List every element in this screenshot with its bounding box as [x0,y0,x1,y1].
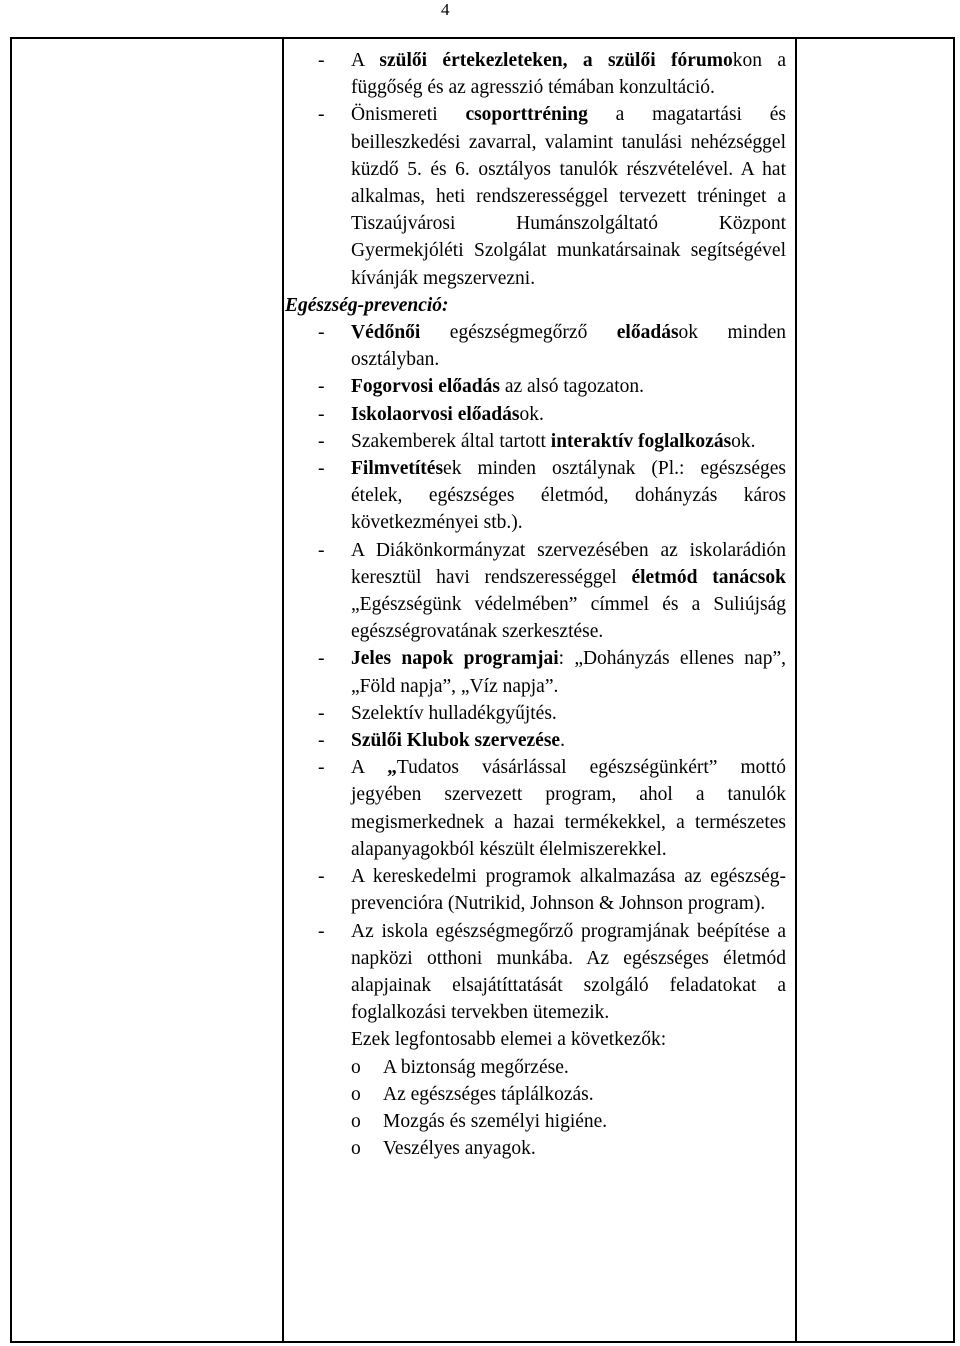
list-item-text [351,645,786,699]
list-item [318,319,786,373]
sub-list [318,1054,786,1163]
text-run: a magatartási és beilleszkedési zavarral, valamint tanulási nehézséggel küzdő 5. és 6. osztályos tanulók részvételével. A hat alkalmas, heti rendszerességgel tervezett tréninget a Tiszaújvárosi Humánszolgáltató Központ Gyermekjóléti Szolgálat munkatársainak segítségével kívánják megszervezni. [351,104,786,289]
text-run: „Egészségünk védelmében” címmel és a Suliújság egészségrovatának szerkesztése. [351,594,786,643]
list-item [318,727,786,754]
circle-bullet: o [351,1110,361,1132]
text-run: egészségmegőrző [420,322,617,344]
circle-bullet: o [351,1083,361,1105]
bold-text: Fogorvosi előadás [351,376,500,398]
text-run: ok. [731,430,756,452]
dash-bullet: - [318,322,325,344]
bold-text: életmód tanácsok [631,566,786,588]
list-item [318,101,786,291]
list-item-text [351,373,786,400]
sub-list-item-text: Veszélyes anyagok. [383,1138,536,1160]
list-item-text [351,47,786,101]
list-item-text [351,428,786,455]
list-item [318,645,786,699]
sub-list-item-text: A biztonság megőrzése. [383,1056,569,1078]
text-run: kon a függőség és az agresszió témában konzultáció. [351,50,787,99]
section-heading: Egészség-prevenció: [285,294,449,316]
text-run: A [351,757,388,779]
list-item-text [351,918,786,1027]
list-item [318,428,786,455]
text-run: A Diákönkormányzat szervezésében az iskolarádión keresztül havi rendszerességgel [351,539,786,588]
list-item [318,754,786,863]
list-item [318,918,786,1027]
circle-bullet: o [351,1138,361,1160]
sub-list-item [318,1054,786,1081]
bold-text: Védőnői [351,322,421,344]
dash-bullet: - [318,430,325,452]
dash-bullet: - [318,376,325,398]
bold-text: szülői értekezleteken, a szülői fórumo [379,50,733,71]
dash-bullet: - [318,403,325,425]
sub-list-item-text: Az egészséges táplálkozás. [383,1083,594,1105]
program-list [318,47,786,292]
list-item-text [351,700,786,727]
list-item [318,455,786,537]
bold-text: interaktív foglalkozás [550,430,732,452]
table-divider-right [795,37,797,1343]
circle-bullet: o [351,1056,361,1078]
text-run: Szelektív hulladékgyűjtés. [351,702,557,724]
list-item-text [351,537,786,646]
list-item-text [351,455,786,537]
dash-bullet: - [318,920,325,942]
list-item-text [351,863,786,917]
sub-list-item [318,1108,786,1135]
dash-bullet: - [318,730,325,752]
sub-list-item [318,1081,786,1108]
dash-bullet: - [318,458,325,480]
list-item [318,47,786,101]
list-item-text [351,401,786,428]
list-item [318,700,786,727]
sub-list-item [318,1135,786,1162]
bold-text: Szülői Klubok szervezése [351,730,561,752]
text-run: Az iskola egészségmegőrző programjának beépítése a napközi otthoni munkába. Az egészséges életmód alapjainak elsajátíttatását szolgáló feladatokat a foglalkozási tervekben ütemezik. [351,920,786,1024]
dash-bullet: - [318,702,325,724]
bold-text: csoporttréning [465,104,588,126]
text-run: A kereskedelmi programok alkalmazása az egészség-prevencióra (Nutrikid, Johnson & Johnson program). [351,866,786,915]
list-item [318,537,786,646]
list-item-text [351,727,786,754]
dash-bullet: - [318,539,325,561]
dash-bullet: - [318,648,325,670]
bold-text: Iskolaorvosi előadás [351,403,520,425]
text-run: . [560,730,565,752]
table-divider-left [282,37,284,1343]
text-run: A [351,50,380,71]
bold-text: Jeles napok programjai [351,648,559,670]
text-run: az alsó tagozaton. [499,376,644,398]
text-run: Szakemberek által tartott [351,430,551,452]
text-run: : „Dohányzás ellenes nap”, „Föld napja”, „Víz napja”. [351,648,786,697]
bold-text: „ [387,757,397,779]
text-run: Önismereti [351,104,466,126]
dash-bullet: - [318,104,325,126]
text-run: ok. [519,403,544,425]
closing-paragraph: Ezek legfontosabb elemei a következők: [351,1029,667,1051]
bold-text: Filmvetítés [351,458,444,480]
dash-bullet: - [318,866,325,888]
list-item-text [351,101,786,291]
list-item [318,401,786,428]
bold-text: előadás [616,322,679,344]
sub-list-item-text: Mozgás és személyi higiéne. [383,1110,608,1132]
dash-bullet: - [318,50,325,71]
list-item [318,863,786,917]
text-run: ok minden osztályban. [351,322,786,371]
health-prevention-list [318,319,786,1026]
list-item-text [351,319,786,373]
list-item [318,373,786,400]
page-number: 4 [441,0,450,19]
dash-bullet: - [318,757,325,779]
list-item-text [351,754,786,863]
text-run: ek minden osztálynak (Pl.: egészséges ételek, egészséges életmód, dohányzás káros következményei stb.). [351,458,786,534]
text-run: Tudatos vásárlással egészségünkért” mottó jegyében szervezett program, ahol a tanulók megismerkednek a hazai termékekkel, a természetes alapanyagokból készült élelmiszerekkel. [351,757,787,860]
content-column [285,47,787,1162]
